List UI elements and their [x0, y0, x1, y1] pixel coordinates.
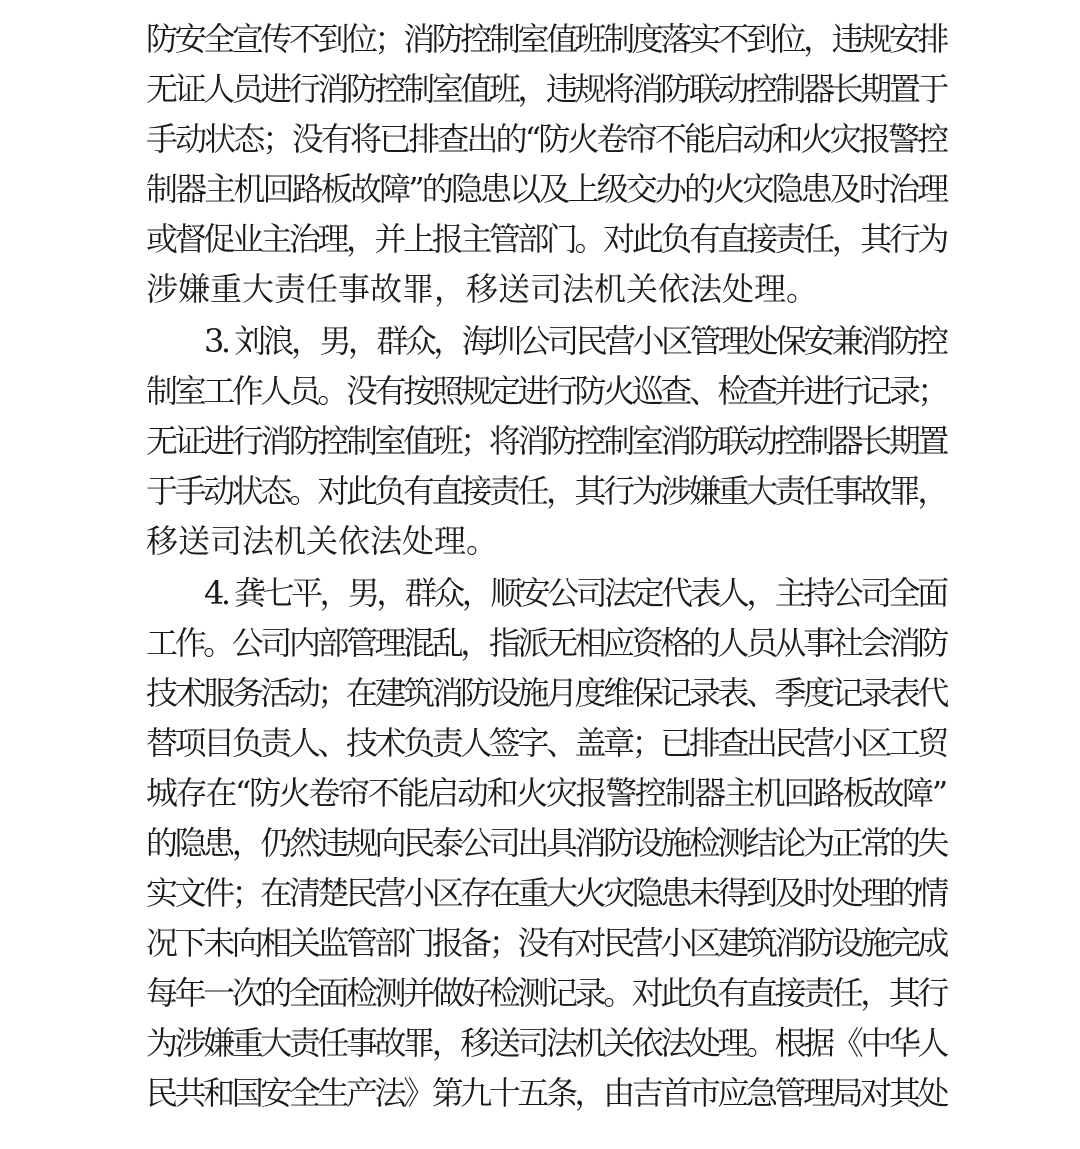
- text-line-22: 民共和国安全生产法》第九十五条，由吉首市应急管理局对其处: [146, 1074, 946, 1112]
- text-line-8: 制室工作人员。没有按照规定进行防火巡查、检查并进行记录；: [146, 372, 946, 410]
- text-line-4: 制器主机回路板故障”的隐患以及上级交办的火灾隐患及时治理: [146, 170, 947, 208]
- text-line-18: 实文件；在清楚民营小区存在重大火灾隐患未得到及时处理的情: [146, 874, 946, 912]
- text-line-3: 手动状态；没有将已排查出的“防火卷帘不能启动和火灾报警控: [146, 120, 947, 158]
- item-4-first-line: 4. 龚七平，男，群众，顺安公司法定代表人，主持公司全面: [204, 574, 946, 612]
- text-line-2: 无证人员进行消防控制室值班，违规将消防联动控制器长期置于: [146, 70, 946, 108]
- text-line-21: 为涉嫌重大责任事故罪，移送司法机关依法处理。根据《中华人: [146, 1024, 946, 1062]
- text-line-20: 每年一次的全面检测并做好检测记录。对此负有直接责任，其行: [146, 974, 946, 1012]
- item-3-first-line: 3. 刘浪，男，群众，海圳公司民营小区管理处保安兼消防控: [204, 322, 946, 360]
- text-line-16: 城存在“防火卷帘不能启动和火灾报警控制器主机回路板故障”: [146, 774, 946, 812]
- text-line-15: 替项目负责人、技术负责人签字、盖章；已排查出民营小区工贸: [146, 724, 946, 762]
- text-line-11: 移送司法机关依法处理。: [146, 522, 499, 560]
- text-line-10: 于手动状态。对此负有直接责任，其行为涉嫌重大责任事故罪，: [146, 472, 946, 510]
- text-line-1: 防安全宣传不到位；消防控制室值班制度落实不到位，违规安排: [146, 20, 946, 58]
- text-line-17: 的隐患，仍然违规向民泰公司出具消防设施检测结论为正常的失: [146, 824, 946, 862]
- text-line-13: 工作。公司内部管理混乱，指派无相应资格的人员从事社会消防: [146, 624, 946, 662]
- text-line-6: 涉嫌重大责任事故罪，移送司法机关依法处理。: [146, 270, 819, 308]
- text-line-19: 况下未向相关监管部门报备；没有对民营小区建筑消防设施完成: [146, 924, 946, 962]
- text-line-9: 无证进行消防控制室值班；将消防控制室消防联动控制器长期置: [146, 422, 946, 460]
- text-line-14: 技术服务活动；在建筑消防设施月度维保记录表、季度记录表代: [146, 674, 946, 712]
- text-line-5: 或督促业主治理，并上报主管部门。对此负有直接责任，其行为: [146, 220, 946, 258]
